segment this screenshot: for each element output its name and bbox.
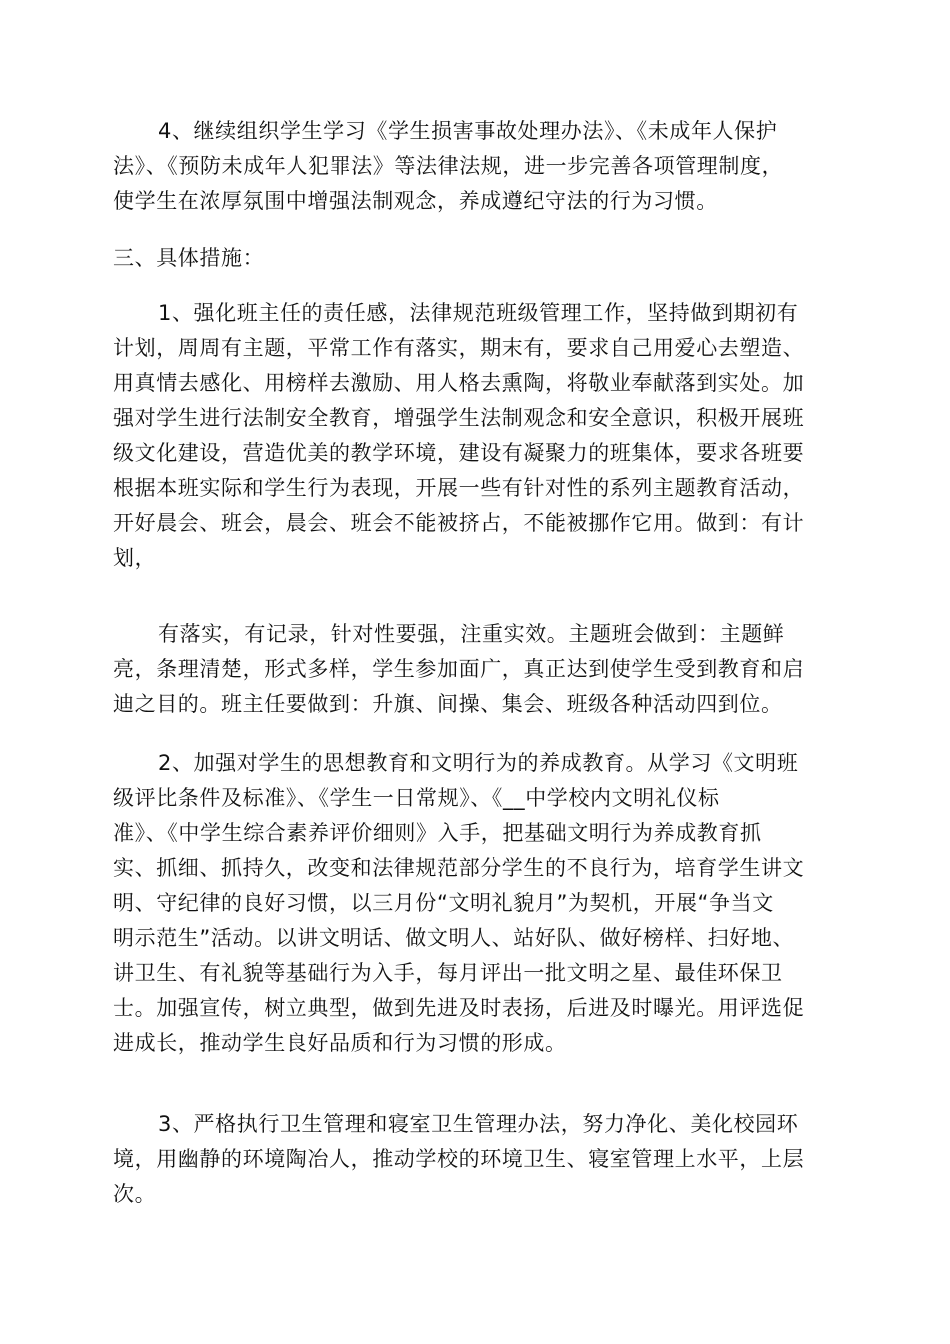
text-line: 次。 bbox=[113, 1182, 157, 1206]
text-line: 明示范生”活动。以讲文明话、做文明人、站好队、做好榜样、扫好地、 bbox=[113, 926, 795, 950]
text-line: 2、加强对学生的思想教育和文明行为的养成教育。从学习《文明班 bbox=[158, 751, 799, 775]
text-line: 亮，条理清楚，形式多样，学生参加面广，真正达到使学生受到教育和启 bbox=[113, 657, 805, 681]
section-heading-text: 三、具体措施： bbox=[113, 246, 265, 270]
paragraph-item-4-legal-study bbox=[113, 114, 833, 219]
text-line: 明、守纪律的良好习惯，以三月份“文明礼貌月”为契机，开展“争当文 bbox=[113, 891, 774, 915]
paragraph-item-3-hygiene-management bbox=[113, 1107, 833, 1212]
text-line: 进成长，推动学生良好品质和行为习惯的形成。 bbox=[113, 1031, 567, 1055]
text-line: 开好晨会、班会，晨会、班会不能被挤占，不能被挪作它用。做到：有计 bbox=[113, 511, 805, 535]
text-line: 用真情去感化、用榜样去激励、用人格去熏陶，将敬业奉献落到实处。加 bbox=[113, 371, 805, 395]
text-line: 1、强化班主任的责任感，法律规范班级管理工作，坚持做到期初有 bbox=[158, 301, 799, 325]
text-line: 划， bbox=[113, 546, 157, 570]
text-line: 3、严格执行卫生管理和寝室卫生管理办法，努力净化、美化校园环 bbox=[158, 1112, 799, 1136]
text-line: 士。加强宣传，树立典型，做到先进及时表扬，后进及时曝光。用评选促 bbox=[113, 996, 805, 1020]
text-line: 强对学生进行法制安全教育，增强学生法制观念和安全意识，积极开展班 bbox=[113, 406, 805, 430]
text-line: 4、继续组织学生学习《学生损害事故处理办法》、《未成年人保护 bbox=[158, 119, 778, 143]
paragraph-class-meeting-requirements bbox=[113, 617, 833, 722]
text-line: 计划，周周有主题，平常工作有落实，期末有，要求自己用爱心去塑造、 bbox=[113, 336, 805, 360]
text-line: 级文化建设，营造优美的教学环境，建设有凝聚力的班集体，要求各班要 bbox=[113, 441, 805, 465]
paragraph-item-1-class-management bbox=[113, 296, 833, 576]
text-line: 迪之目的。班主任要做到：升旗、间操、集会、班级各种活动四到位。 bbox=[113, 692, 783, 716]
text-line: 准》、《中学生综合素养评价细则》入手，把基础文明行为养成教育抓 bbox=[113, 821, 762, 845]
text-line: 有落实，有记录，针对性要强，注重实效。主题班会做到：主题鲜 bbox=[158, 622, 785, 646]
section-heading-specific-measures bbox=[113, 241, 833, 276]
text-line: 使学生在浓厚氛围中增强法制观念，养成遵纪守法的行为习惯。 bbox=[113, 189, 718, 213]
paragraph-item-2-civility-education bbox=[113, 746, 833, 1061]
text-line: 实、抓细、抓持久，改变和法律规范部分学生的不良行为，培育学生讲文 bbox=[113, 856, 805, 880]
text-line: 法》、《预防未成年人犯罪法》等法律法规，进一步完善各项管理制度， bbox=[113, 154, 784, 178]
text-line: 讲卫生、有礼貌等基础行为入手，每月评出一批文明之星、最佳环保卫 bbox=[113, 961, 783, 985]
text-line: 根据本班实际和学生行为表现，开展一些有针对性的系列主题教育活动， bbox=[113, 476, 805, 500]
text-line: 境，用幽静的环境陶冶人，推动学校的环境卫生、寝室管理上水平，上层 bbox=[113, 1147, 805, 1171]
text-line: 级评比条件及标准》、《学生一日常规》、《__中学校内文明礼仪标 bbox=[113, 786, 720, 810]
